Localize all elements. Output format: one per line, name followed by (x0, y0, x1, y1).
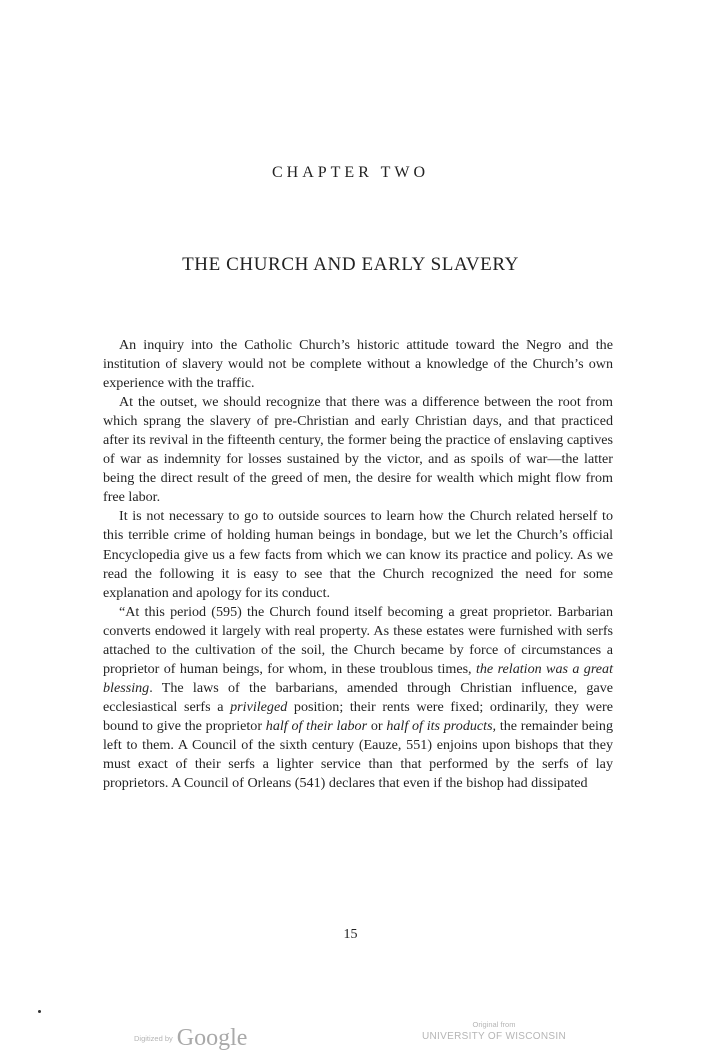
digitized-label: Digitized by (134, 1034, 173, 1043)
scan-speck (38, 1010, 41, 1013)
chapter-label: CHAPTER TWO (271, 164, 430, 181)
emphasis-text: half of their labor (265, 717, 368, 734)
original-from-watermark (404, 1020, 584, 1042)
chapter-title: THE CHURCH AND EARLY SLAVERY (182, 254, 519, 275)
emphasis-text: privileged (230, 698, 288, 715)
quote-text: the remainder being left to them. A Council of the sixth century (Eauze, 551) enjoins upon bishops that they must exact of their serfs a lighter service than that performed by the serfs of lay proprietors. A Council of Orleans (541) declares that even if the bishop had dissipated (103, 717, 613, 792)
quote-text: . The laws of the barbarians, amended through Christian influence, gave ecclesiastical serfs a (103, 679, 613, 715)
paragraph-difference: At the outset, we should recognize that there was a difference between the root from which sprang the slavery of pre-Christian and early Christian days, and that practiced after its revival in the fifteenth century, the former being the practice of enslaving captives of war as indemnity for losses sustained by the victor, and as spoils of war—the latter being the direct result of the greed of men, the desire for wealth which might flow from free labor. (103, 394, 613, 506)
quote-text: “At this period (595) the Church found itself becoming a great proprietor. Barbarian converts endowed it largely with real property. As these estates were furnished with serfs attached to the cultivation of the soil, the Church became by force of circumstances a proprietor of human beings, for whom, in these troublous times, (103, 603, 613, 677)
quote-text: position; their rents were fixed; ordinarily, they were bound to give the proprietor (103, 698, 613, 734)
quote-text: or (367, 717, 387, 734)
original-from-label: Original from (472, 1020, 516, 1029)
emphasis-text: the relation was a great blessing (103, 660, 614, 696)
paragraph-quote (103, 603, 613, 793)
body-text (103, 336, 613, 793)
digitized-by-watermark (134, 1016, 247, 1050)
paragraph-sources: It is not necessary to go to outside sources to learn how the Church related herself to this terrible crime of holding human beings in bondage, but we let the Church’s official Encyclopedia give us a few facts from which we can know its practice and policy. As we read the following it is easy to see that the Church recognized the need for some explanation and apology for its conduct. (103, 508, 613, 601)
emphasis-text: half of its products, (386, 717, 497, 734)
institution-label: UNIVERSITY OF WISCONSIN (422, 1031, 566, 1042)
google-logo: Google (176, 1025, 248, 1051)
paragraph-intro: An inquiry into the Catholic Church’s historic attitude toward the Negro and the institution of slavery would not be complete without a knowledge of the Church’s own experience with the traffic. (103, 337, 613, 392)
page-number: 15 (343, 927, 358, 942)
